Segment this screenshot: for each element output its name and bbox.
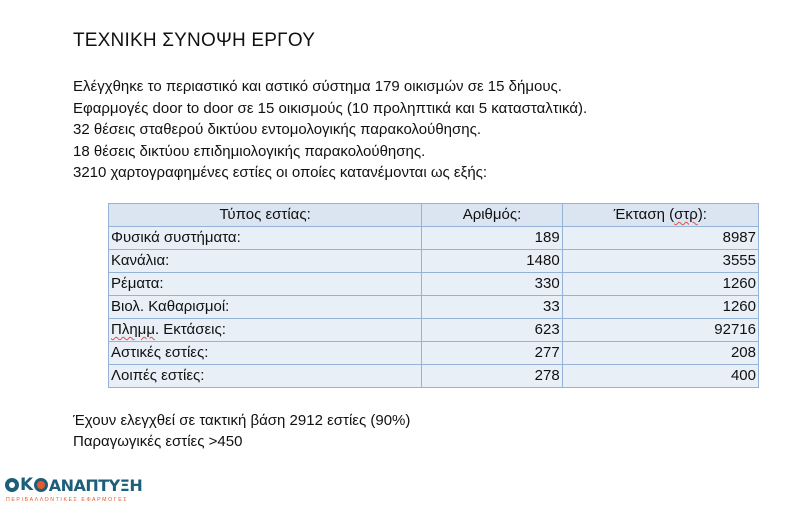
cell-type: Κανάλια: (109, 250, 422, 273)
table-row (109, 296, 759, 319)
cell-area: 8987 (562, 227, 758, 250)
foci-table (108, 203, 759, 388)
cell-area: 92716 (562, 319, 758, 342)
footer-line-checked-foci: Έχουν ελεγχθεί σε τακτική βάση 2912 εστίες (90%) (73, 412, 411, 429)
table-row (109, 250, 759, 273)
logo-wordmark (5, 475, 155, 495)
cell-count: 33 (422, 296, 562, 319)
cell-area: 3555 (562, 250, 758, 273)
header-area-unit: στρ (674, 206, 698, 223)
table-header-row (109, 204, 759, 227)
table-row (109, 227, 759, 250)
cell-type: Βιολ. Καθαρισμοί: (109, 296, 422, 319)
cell-area: 1260 (562, 296, 758, 319)
logo-letter-k: Κ (20, 475, 33, 495)
logo-ring-icon (5, 478, 19, 492)
slide-title: ΤΕΧΝΙΚΗ ΣΥΝΟΨΗ ΕΡΓΟΥ (73, 30, 316, 51)
cell-type-rest: . Εκτάσεις: (154, 321, 226, 338)
cell-count: 330 (422, 273, 562, 296)
cell-type: Αστικές εστίες: (109, 342, 422, 365)
cell-type (109, 319, 422, 342)
table-row (109, 365, 759, 388)
header-type: Τύπος εστίας: (109, 204, 422, 227)
company-logo (5, 475, 155, 505)
summary-line-door-to-door: Εφαρμογές door to door σε 15 οικισμούς (10 προληπτικά και 5 κατασταλτικά). (73, 99, 588, 117)
header-area-prefix: Έκταση ( (613, 206, 675, 223)
cell-count: 277 (422, 342, 562, 365)
cell-type: Λοιπές εστίες: (109, 365, 422, 388)
cell-area: 208 (562, 342, 758, 365)
cell-type-abbrev: Πλημμ (111, 321, 155, 338)
summary-line-epidemiological-network: 18 θέσεις δικτύου επιδημιολογικής παρακολούθησης. (73, 142, 426, 160)
cell-area: 1260 (562, 273, 758, 296)
summary-line-settlements: Ελέγχθηκε το περιαστικό και αστικό σύστημα 179 οικισμών σε 15 δήμους. (73, 78, 562, 95)
summary-list (73, 76, 587, 184)
cell-count: 623 (422, 319, 562, 342)
header-count: Αριθμός: (422, 204, 562, 227)
footer-line-productive-foci: Παραγωγικές εστίες >450 (73, 433, 243, 450)
header-area-suffix: ): (697, 206, 707, 223)
logo-word: ΑΝΑΠΤΥΞΗ (48, 475, 143, 495)
logo-orange-dot-icon (34, 478, 48, 492)
cell-type: Ρέματα: (109, 273, 422, 296)
table-row (109, 319, 759, 342)
cell-count: 189 (422, 227, 562, 250)
logo-tagline: ΠΕΡΙΒΑΛΛΟΝΤΙΚΕΣ ΕΦΑΡΜΟΓΕΣ (6, 497, 129, 503)
footer-list (73, 410, 410, 452)
table-row (109, 273, 759, 296)
cell-area: 400 (562, 365, 758, 388)
header-area (562, 204, 758, 227)
table-row (109, 342, 759, 365)
cell-count: 278 (422, 365, 562, 388)
cell-count: 1480 (422, 250, 562, 273)
summary-line-entomological-network: 32 θέσεις σταθερού δικτύου εντομολογικής παρακολούθησης. (73, 121, 482, 139)
cell-type: Φυσικά συστήματα: (109, 227, 422, 250)
summary-line-mapped-foci: 3210 χαρτογραφημένες εστίες οι οποίες κατανέμονται ως εξής: (73, 164, 488, 182)
